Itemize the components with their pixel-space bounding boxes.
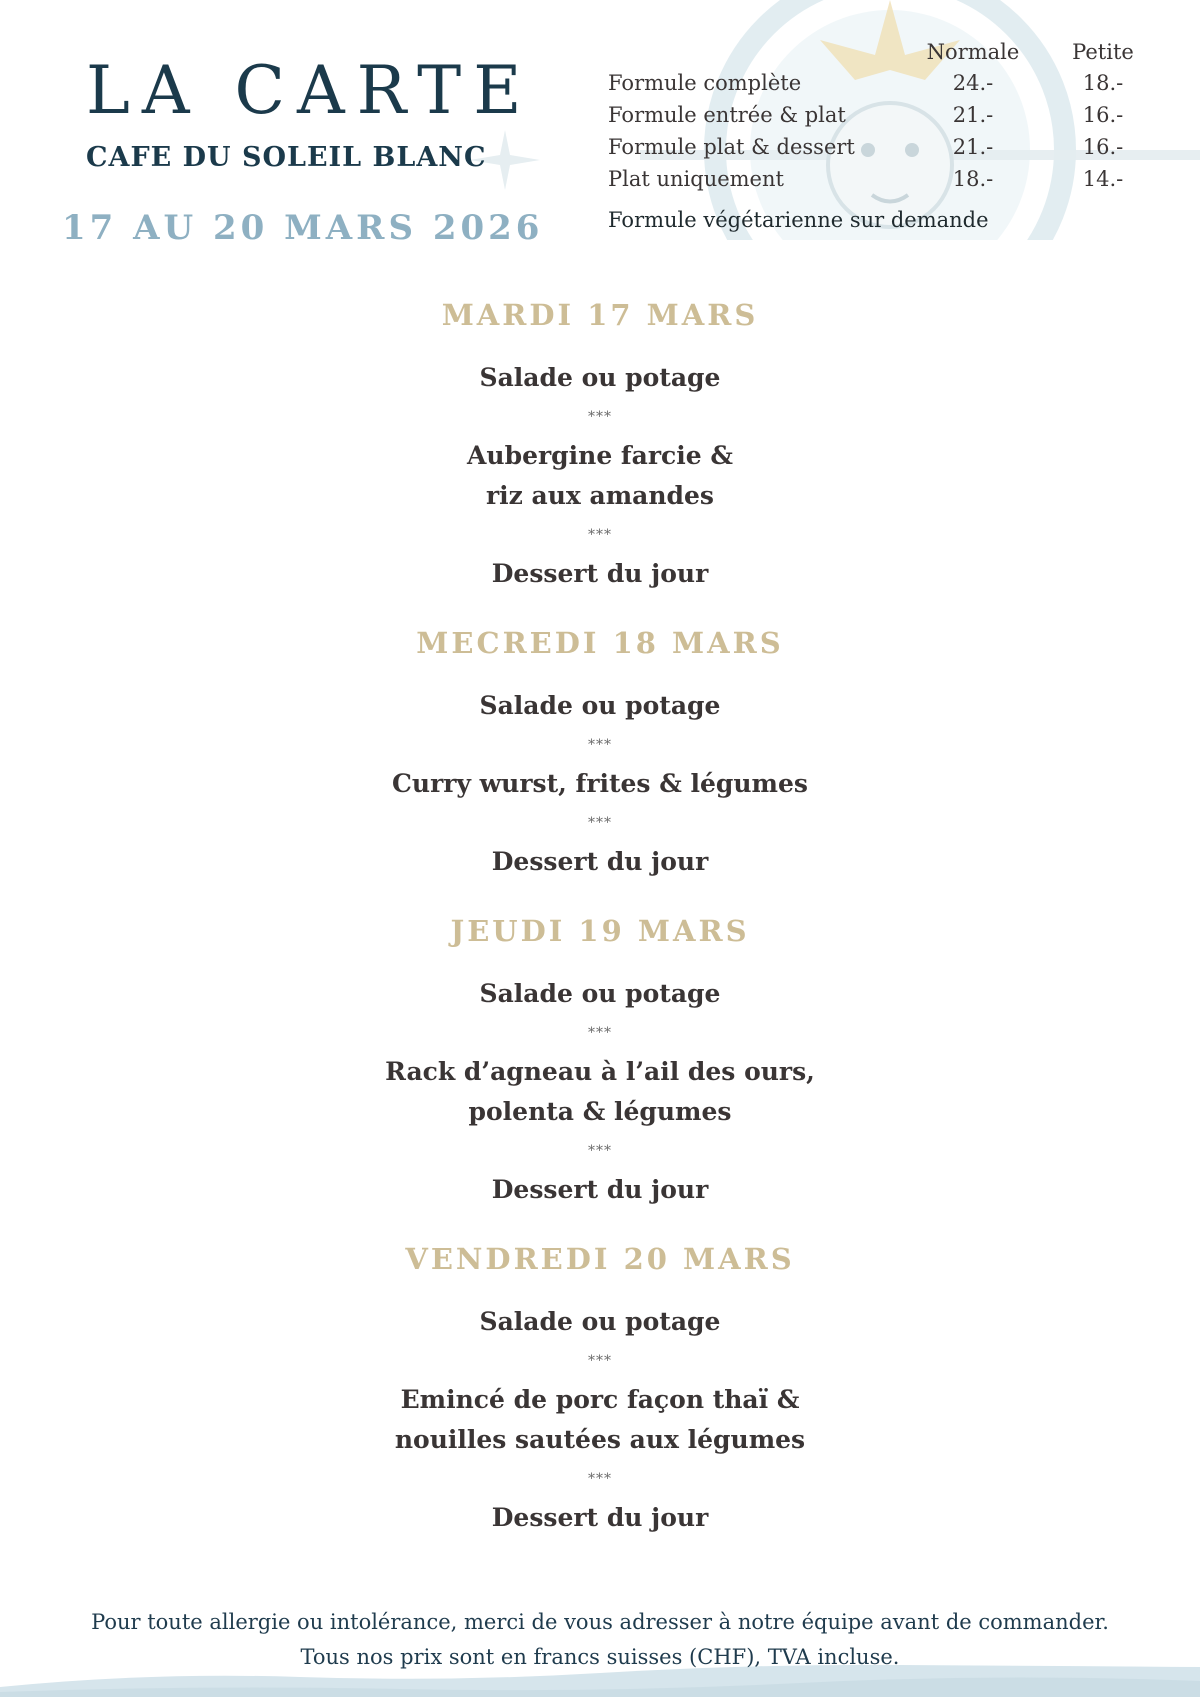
price-normal: 18.- bbox=[952, 167, 994, 191]
day-title: VENDREDI 20 MARS bbox=[405, 1241, 795, 1276]
starter: Salade ou potage bbox=[479, 978, 721, 1008]
price-row bbox=[608, 164, 1168, 196]
vegetarian-note: Formule végétarienne sur demande bbox=[608, 208, 989, 232]
allergy-note: Pour toute allergie ou intolérance, merci de vous adresser à notre équipe avant de commander. bbox=[91, 1610, 1109, 1634]
price-row bbox=[608, 100, 1168, 132]
price-petite: 18.- bbox=[1082, 71, 1124, 95]
starter: Salade ou potage bbox=[479, 362, 721, 392]
main-course: Rack d’agneau à l’ail des ours, bbox=[385, 1056, 815, 1086]
price-normal: 21.- bbox=[952, 103, 994, 127]
main-course: nouilles sautées aux légumes bbox=[394, 1424, 806, 1454]
date-range: 17 AU 20 MARS 2026 bbox=[62, 208, 544, 248]
price-label: Formule complète bbox=[608, 71, 802, 95]
price-normal: 24.- bbox=[952, 71, 994, 95]
course-separator: *** bbox=[588, 1352, 612, 1369]
course-separator: *** bbox=[588, 526, 612, 543]
dessert: Dessert du jour bbox=[491, 1174, 709, 1204]
weekly-menu bbox=[0, 300, 1200, 1538]
menu-day bbox=[0, 913, 1200, 1210]
main-course: Curry wurst, frites & légumes bbox=[392, 768, 808, 798]
main-course: Aubergine farcie & bbox=[467, 440, 733, 470]
price-header-row bbox=[608, 40, 1168, 68]
day-title: MECREDI 18 MARS bbox=[416, 625, 784, 660]
price-row bbox=[608, 68, 1168, 100]
course-separator: *** bbox=[588, 408, 612, 425]
main-course: Emincé de porc façon thaï & bbox=[400, 1384, 800, 1414]
main-course: polenta & légumes bbox=[468, 1096, 732, 1126]
dessert: Dessert du jour bbox=[491, 558, 709, 588]
price-table bbox=[608, 40, 1168, 232]
course-separator: *** bbox=[588, 1470, 612, 1487]
price-row bbox=[608, 132, 1168, 164]
menu-day bbox=[0, 1241, 1200, 1538]
price-petite: 16.- bbox=[1082, 135, 1124, 159]
price-label: Formule entrée & plat bbox=[608, 103, 846, 127]
menu-day bbox=[0, 625, 1200, 882]
course-separator: *** bbox=[588, 1142, 612, 1159]
price-label: Formule plat & dessert bbox=[608, 135, 855, 159]
starter: Salade ou potage bbox=[479, 1306, 721, 1336]
day-title: MARDI 17 MARS bbox=[441, 298, 759, 332]
course-separator: *** bbox=[588, 736, 612, 753]
starter: Salade ou potage bbox=[479, 690, 721, 720]
main-course: riz aux amandes bbox=[485, 480, 715, 510]
price-normal: 21.- bbox=[952, 135, 994, 159]
day-title: JEUDI 19 MARS bbox=[450, 913, 750, 948]
dessert: Dessert du jour bbox=[491, 1502, 709, 1532]
col-normal: Normale bbox=[926, 40, 1020, 64]
currency-note: Tous nos prix sont en francs suisses (CHF), TVA incluse. bbox=[300, 1645, 900, 1669]
price-grid bbox=[608, 40, 1168, 196]
course-separator: *** bbox=[588, 814, 612, 831]
price-petite: 14.- bbox=[1082, 167, 1124, 191]
footer bbox=[0, 1605, 1200, 1675]
menu-day bbox=[0, 300, 1200, 594]
col-petite: Petite bbox=[1072, 40, 1134, 64]
page-title: LA CARTE bbox=[86, 52, 534, 129]
price-header-blank bbox=[608, 40, 908, 68]
dessert: Dessert du jour bbox=[491, 846, 709, 876]
restaurant-name: CAFE DU SOLEIL BLANC bbox=[86, 142, 487, 173]
price-petite: 16.- bbox=[1082, 103, 1124, 127]
course-separator: *** bbox=[588, 1024, 612, 1041]
price-label: Plat uniquement bbox=[608, 167, 784, 191]
